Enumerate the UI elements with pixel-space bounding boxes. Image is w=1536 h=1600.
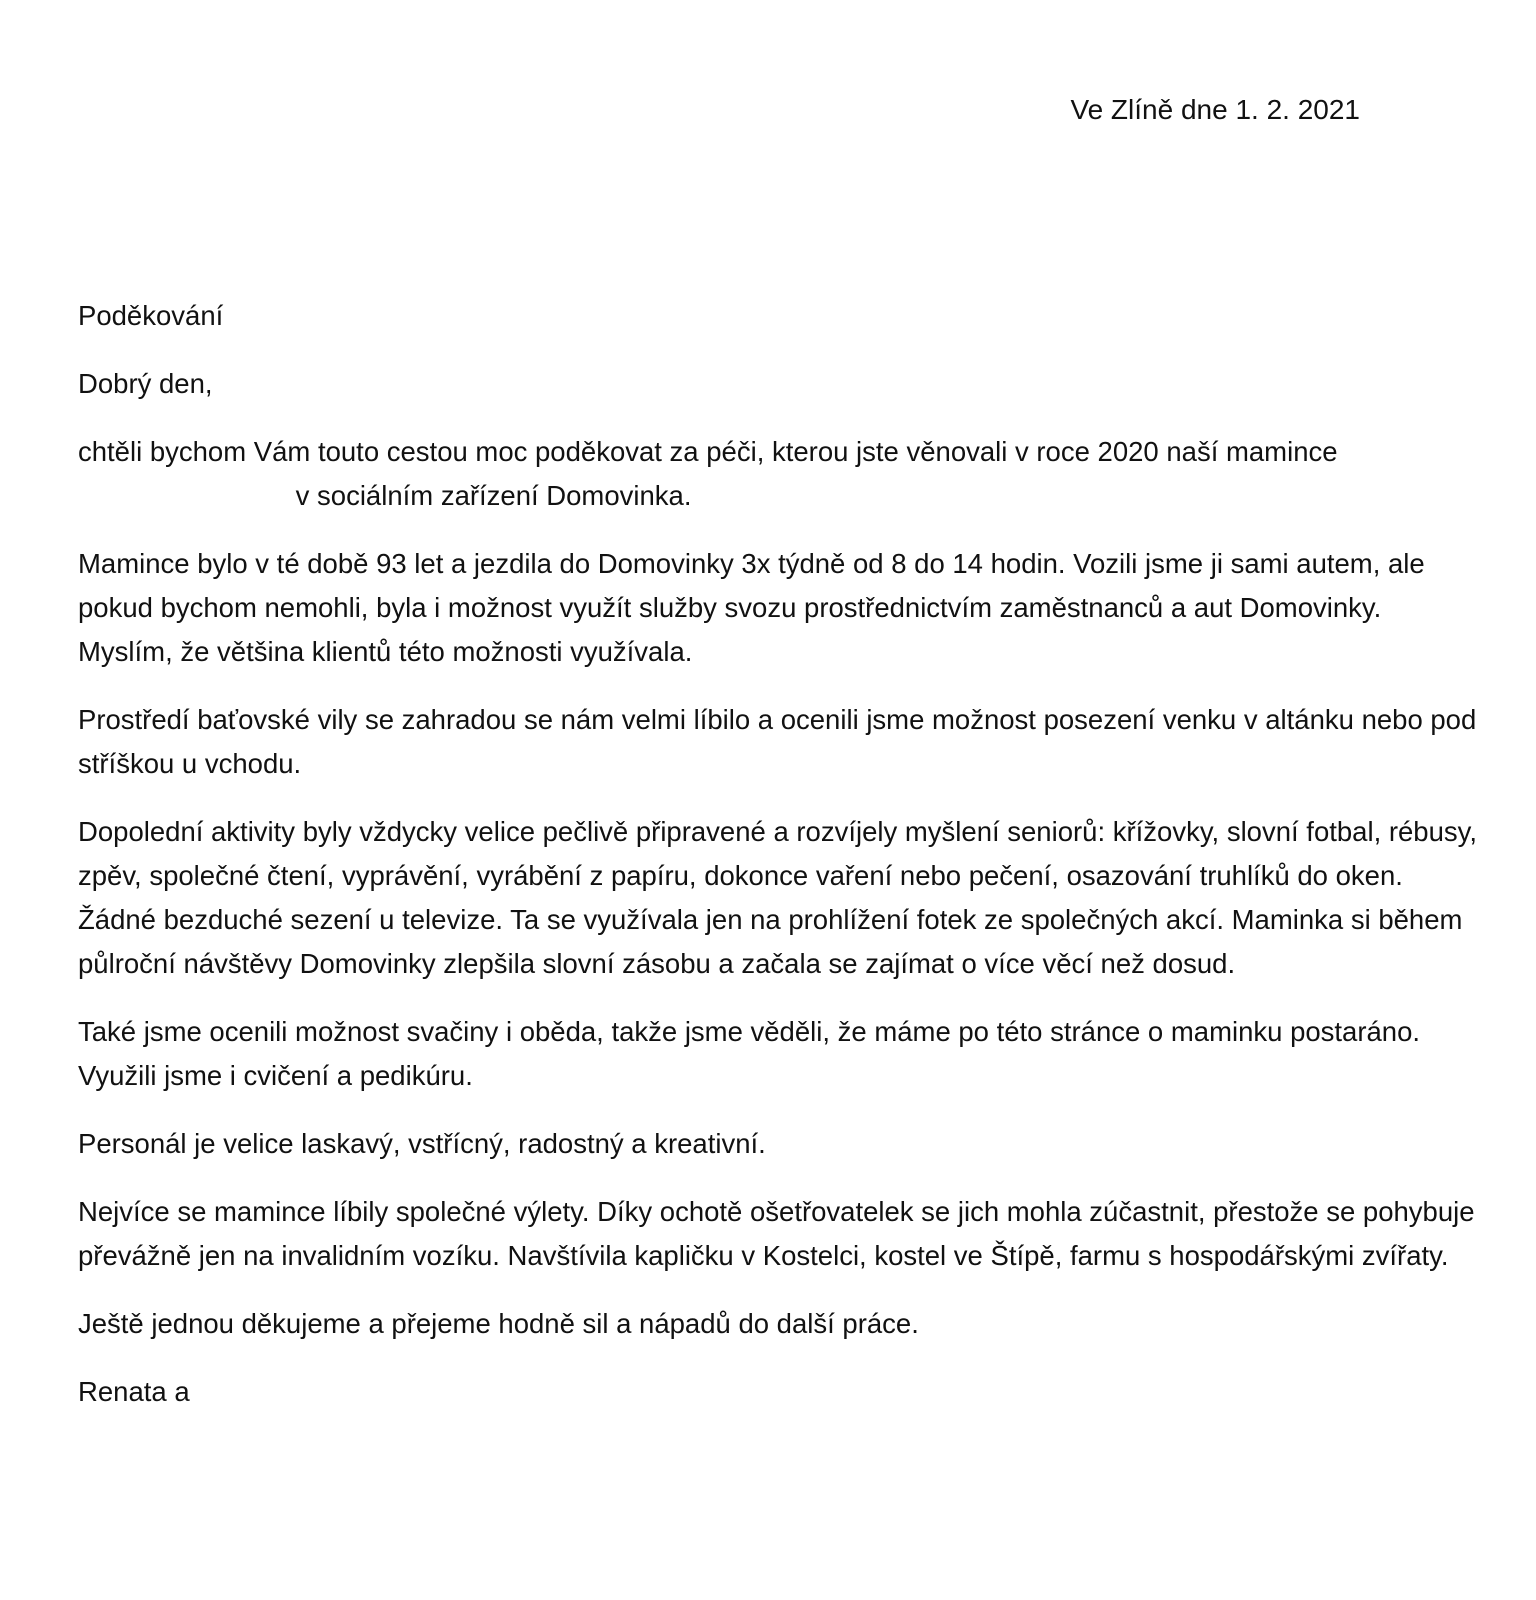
paragraph-1-start: chtěli bychom Vám touto cestou moc poděkovat za péči, kterou jste věnovali v roce 2020 naší mamince <box>78 436 1338 467</box>
letter-body <box>78 294 1478 1438</box>
paragraph-1-end: v sociálním zařízení Domovinka. <box>288 480 692 511</box>
paragraph-2: Mamince bylo v té době 93 let a jezdila do Domovinky 3x týdně od 8 do 14 hodin. Vozili jsme ji sami autem, ale pokud bychom nemohli, byla i možnost využít služby svozu prostřednictvím zaměstnanců a aut Domovinky. Myslím, že většina klientů této možnosti využívala. <box>78 548 1425 667</box>
paragraph-4: Dopolední aktivity byly vždycky velice pečlivě připravené a rozvíjely myšlení seniorů: křížovky, slovní fotbal, rébusy, zpěv, společné čtení, vyprávění, vyrábění z papíru, dokonce vaření nebo pečení, osazování truhlíků do oken. Žádné bezduché sezení u televize. Ta se využívala jen na prohlížení fotek ze společných akcí. Maminka si během půlroční návštěvy Domovinky zlepšila slovní zásobu a začala se zajímat o více věcí než dosud. <box>78 816 1477 979</box>
date-line: Ve Zlíně dne 1. 2. 2021 <box>1070 94 1360 125</box>
paragraph-6: Personál je velice laskavý, vstřícný, radostný a kreativní. <box>78 1128 766 1159</box>
paragraph-3: Prostředí baťovské vily se zahradou se nám velmi líbilo a ocenili jsme možnost posezení venku v altánku nebo pod stříškou u vchodu. <box>78 704 1477 779</box>
paragraph-5: Také jsme ocenili možnost svačiny i oběda, takže jsme věděli, že máme po této stránce o maminku postaráno. Využili jsme i cvičení a pedikúru. <box>78 1016 1421 1091</box>
signature-text: Renata a <box>78 1376 190 1407</box>
redacted-name <box>78 483 288 513</box>
paragraph-1 <box>78 430 1478 518</box>
greeting: Dobrý den, <box>78 368 213 399</box>
paragraph-8: Ještě jednou děkujeme a přejeme hodně sil a nápadů do další práce. <box>78 1308 919 1339</box>
letter-heading: Poděkování <box>78 300 224 331</box>
paragraph-7: Nejvíce se mamince líbily společné výlety. Díky ochotě ošetřovatelek se jich mohla zúčastnit, přestože se pohybuje převážně jen na invalidním vozíku. Navštívila kapličku v Kostelci, kostel ve Štípě, farmu s hospodářskými zvířaty. <box>78 1196 1475 1271</box>
signature <box>78 1370 1478 1414</box>
redacted-signature <box>197 1379 412 1409</box>
